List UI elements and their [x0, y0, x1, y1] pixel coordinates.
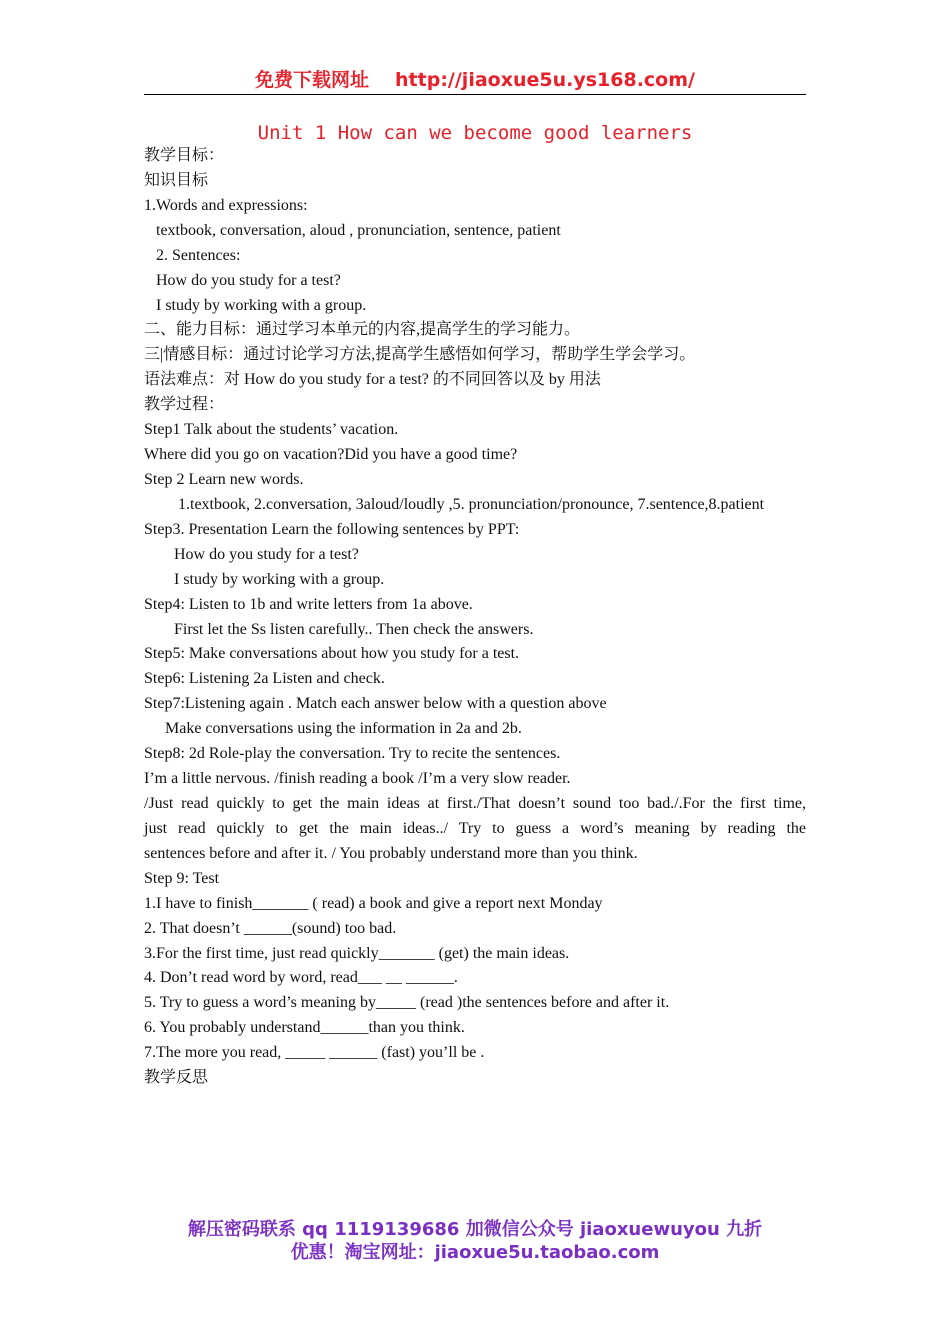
- text-line: Where did you go on vacation?Did you have a good time?: [144, 446, 518, 464]
- text-line: Step8: 2d Role-play the conversation. Try to recite the sentences.: [144, 745, 561, 763]
- text-line: Step7:Listening again . Match each answer below with a question above: [144, 695, 607, 713]
- text-line: 教学过程：: [144, 396, 225, 414]
- text-line: 3.For the first time, just read quickly_______ (get) the main ideas.: [144, 944, 570, 962]
- header-url-link[interactable]: http://jiaoxue5u.ys168.com/: [395, 69, 695, 91]
- text-line: 教学反思: [144, 1069, 209, 1087]
- text-line: Step 9: Test: [144, 869, 220, 887]
- text-line: 教学目标：: [144, 147, 225, 164]
- text-line: 6. You probably understand______than you think.: [144, 1019, 465, 1037]
- text-line: 1.textbook, 2.conversation, 3aloud/loudly ,5. pronunciation/pronounce, 7.sentence,8.patient: [178, 495, 765, 513]
- text-line: 二、能力目标：通过学习本单元的内容,提高学生的学习能力。: [144, 321, 581, 339]
- text-line: I study by working with a group.: [174, 570, 385, 588]
- text-line: 2. Sentences:: [156, 246, 241, 264]
- text-line: 2. That doesn’t ______(sound) too bad.: [144, 919, 397, 937]
- text-line: Step 2 Learn new words.: [144, 470, 304, 488]
- text-line: 知识目标: [144, 171, 209, 189]
- text-line: just read quickly to get the main ideas../ Try to guess a word’s meaning by reading the: [144, 819, 806, 837]
- text-line: Step1 Talk about the students’ vacation.: [144, 421, 399, 439]
- text-line: How do you study for a test?: [174, 545, 359, 563]
- text-line: textbook, conversation, aloud , pronunciation, sentence, patient: [156, 221, 561, 239]
- text-line: 4. Don’t read word by word, read___ __ ______.: [144, 969, 458, 987]
- text-line: 7.The more you read, _____ ______ (fast) you’ll be .: [144, 1044, 485, 1062]
- text-line: Step5: Make conversations about how you study for a test.: [144, 645, 520, 663]
- footer-line-2: 优惠！淘宝网址：jiaoxue5u.taobao.com: [290, 1242, 660, 1263]
- page-footer: [120, 1218, 830, 1264]
- text-line: sentences before and after it. / You probably understand more than you think.: [144, 844, 638, 862]
- text-line: Step3. Presentation Learn the following sentences by PPT:: [144, 520, 520, 538]
- text-line: 语法难点：对 How do you study for a test? 的不同回答以及 by 用法: [144, 371, 601, 389]
- text-line: How do you study for a test?: [156, 271, 341, 289]
- page-header: [144, 66, 806, 95]
- lesson-title: Unit 1 How can we become good learners: [257, 122, 693, 144]
- text-line: Step6: Listening 2a Listen and check.: [144, 670, 385, 688]
- document-body: [144, 144, 806, 1091]
- text-line: 1.Words and expressions:: [144, 196, 308, 214]
- text-line: Make conversations using the information in 2a and 2b.: [165, 720, 522, 738]
- text-line: 三|情感目标：通过讨论学习方法,提高学生感悟如何学习，帮助学生学会学习。: [144, 346, 696, 364]
- text-line: I study by working with a group.: [156, 296, 367, 314]
- text-line: First let the Ss listen carefully.. Then check the answers.: [174, 620, 534, 638]
- header-label: 免费下载网址: [255, 69, 370, 91]
- text-line: Step4: Listen to 1b and write letters from 1a above.: [144, 595, 473, 613]
- footer-line-1: 解压密码联系 qq 1119139686 加微信公众号 jiaoxuewuyou 九折: [187, 1219, 763, 1240]
- text-line: 1.I have to finish_______ ( read) a book and give a report next Monday: [144, 894, 603, 912]
- text-line: 5. Try to guess a word’s meaning by_____ (read )the sentences before and after it.: [144, 994, 670, 1012]
- text-line: I’m a little nervous. /finish reading a book /I’m a very slow reader.: [144, 770, 571, 788]
- text-line: /Just read quickly to get the main ideas at first./That doesn’t sound too bad./.For the first time,: [144, 794, 806, 812]
